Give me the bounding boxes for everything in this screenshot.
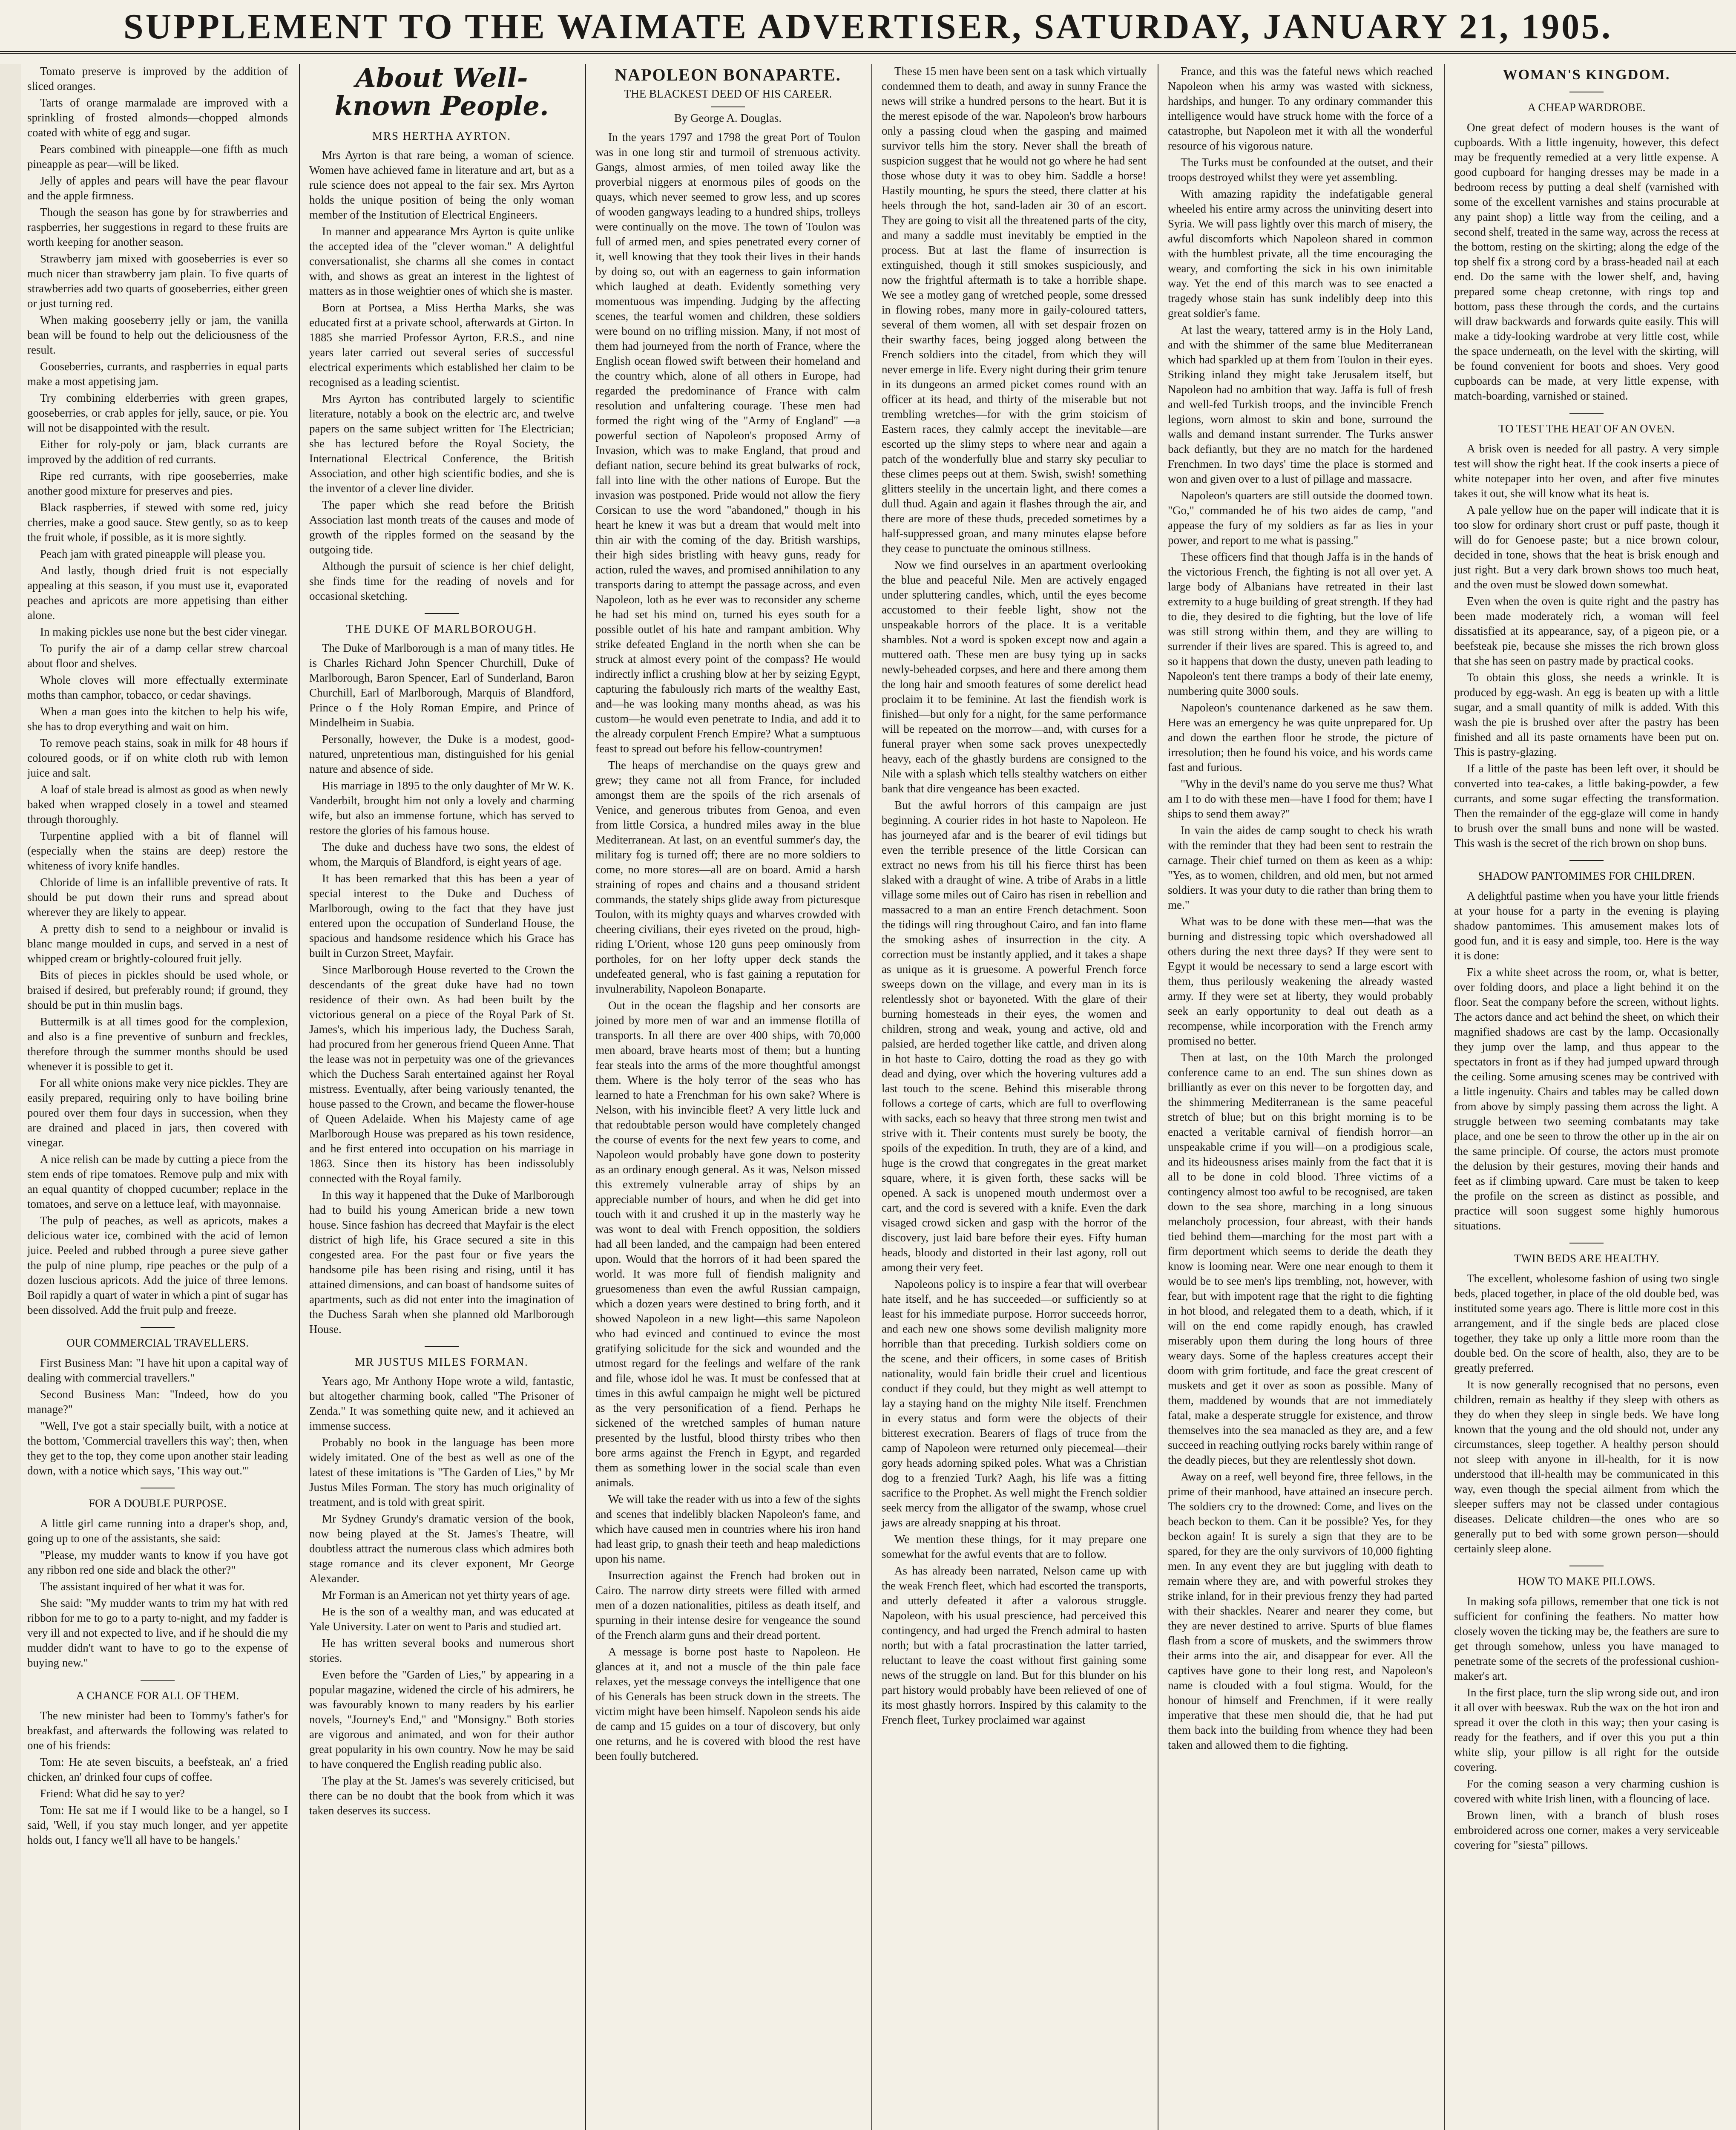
- paragraph: Either for roly-poly or jam, black currants are improved by the addition of red currants.: [27, 438, 288, 466]
- paragraph: His marriage in 1895 to the only daughter of Mr W. K. Vanderbilt, brought him not only a lovely and charming wife, but also an immense fortune, which has served to restore the glories of his famous house.: [309, 779, 574, 837]
- paragraph: Out in the ocean the flagship and her consorts are joined by more men of war and an immense flotilla of transports. In all there are over 400 ships, with 70,000 men aboard, brave hearts most of them; but a hunting fear steals into the arms of the more thoughtful amongst them. Where is the holy terror of the seas who has learned to hate a Frenchman for his own sake? Where is Nelson, with his invincible fleet? A very little luck and that redoubtable person would have completely changed the course of events for the next few years to come, and Napoleon would probably have gone down to posterity as an ordinary enough general. As it was, Nelson missed this extremely vulnerable array of ships by an appreciable number of hours, and when he did get into touch with it and crushed it up in the masterly way he was wont to deal with French opposition, the soldiers had all been landed, and the campaign had been entered upon. Would that the horrors of it had been spared the world. It was more full of fiendish malignity and gruesomeness than even the awful Russian campaign, which a dozen years were destined to bring forth, and it showed Napoleon in a new light—this same Napoleon who had evinced and continued to evince the most gratifying solicitude for the sick and wounded and the utmost regard for the feelings and welfare of the rank and file, whose idol he was. It must be confessed that at times in this awful campaign he might well be pictured as the very personification of a fiend. Perhaps he sickened of the wretched samples of human nature presented by the lustful, blood thirsty tribes who then bore arms against the French in Egypt, and regarded them as something lower in the social scale than even animals.: [595, 999, 860, 1489]
- paragraph: The Duke of Marlborough is a man of many titles. He is Charles Richard John Spencer Churchill, Duke of Marlborough, Baron Spencer, Earl of Sunderland, Baron Churchill, Earl of Marlborough, Marquis of Blandford, Prince o f the Holy Roman Empire, and Prince of Mindelheim in Suabia.: [309, 642, 574, 729]
- paragraph: He is the son of a wealthy man, and was educated at Yale University. Later on went to Paris and studied art.: [309, 1605, 574, 1633]
- napoleon-article-part-1: [595, 130, 860, 1764]
- paragraph: A loaf of stale bread is almost as good as when newly baked when wrapped closely in a towel and steamed through thoroughly.: [27, 783, 288, 826]
- paragraph: Napoleons policy is to inspire a fear that will overbear hate itself, and he has succeeded—or sufficiently so at least for his immediate purpose. Horror succeeds horror, and each new one shows some devilish malignity more horrible than that preceding. Turkish soldiers come on the scene, and their officers, in some cases of British nationality, would fain bridle their cruel and licentious conduct if they could, but they might as well attempt to lay a staying hand on the mighty Nile itself. Frenchmen in every status and form were the objects of their bitterest execration. Bearers of flags of truce from the camp of Napoleon were returned only piecemeal—their gory heads adorning spiked poles. What was a Christian dog to a frenzied Turk? Aagh, his life was a fitting sacrifice to the Prophet. As well might the French soldier seek mercy from the alligator of the swamp, whose cruel jaws are already snapping at his throat.: [882, 1278, 1147, 1529]
- paragraph: What was to be done with these men—that was the burning and distressing topic which overshadowed all others during the next three days? If they were sent to Egypt it would be necessary to send a large escort with them, thus perilously weakening the already wasted army. If they were set at liberty, they would probably seek an early opportunity to deal out death as a recompense, while incorporation with the French army promised no better.: [1168, 915, 1433, 1047]
- divider: [711, 106, 745, 107]
- napoleon-article-part-3: [1168, 64, 1433, 1753]
- paragraph: Friend: What did he say to yer?: [40, 1787, 185, 1800]
- heading-hertha-ayrton: MRS HERTHA AYRTON.: [372, 130, 512, 142]
- paragraph: As has already been narrated, Nelson came up with the weak French fleet, which had escorted the transports, and utterly defeated it after a valorous struggle. Napoleon, with his usual prescience, had perceived this contingency, and had urged the French admiral to hasten north; but with a fatal procrastination the latter tarried, reluctant to leave the coast without first gaining some news of the struggle on land. But for this blunder on his part history would probably have been relieved of one of its most ghastly horrors. Inspired by this calamity to the French fleet, Turkey proclaimed war against: [882, 1564, 1147, 1726]
- paragraph: The new minister had been to Tommy's father's for breakfast, and afterwards the following was related to one of his friends:: [27, 1709, 288, 1752]
- paragraph: In making pickles use none but the best cider vinegar.: [40, 625, 287, 638]
- paragraph: "Why in the devil's name do you serve me thus? What am I to do with these men—have I food for them; have I ships to send them away?": [1168, 777, 1433, 820]
- newspaper-title: SUPPLEMENT TO THE WAIMATE ADVERTISER, SATURDAY, JANUARY 21, 1905.: [123, 7, 1613, 46]
- duke-of-marlborough-article: [309, 641, 574, 1337]
- heading-double-purpose: FOR A DOUBLE PURPOSE.: [88, 1497, 227, 1510]
- paragraph: One great defect of modern houses is the want of cupboards. With a little ingenuity, however, this defect may be frequently remedied at a very little expense. A good cupboard for hanging dresses may be made in a bedroom recess by putting a deal shelf (varnished with some of the excellent varnishes and stains procurable at any paint shop) a little way from the ceiling, and a second shelf, treated in the same way, across the recess at the bottom, resting on the skirting; along the edge of the top shelf fix a strong cord by a brass-headed nail at each end. Do the same with the lower shelf, and, having prepared some cheap cretonne, with rings top and bottom, pass these through the cords, and the curtains will draw backwards and forwards quite easily. This will make a tidy-looking wardrobe at very little cost, while the space underneath, on the level with the skirting, will be found convenient for boots and shoes. Very good cupboards can be made, at very little expense, with match-boarding, varnished or stained.: [1454, 121, 1719, 402]
- double-purpose-story: [27, 1516, 288, 1670]
- paragraph: Ripe red currants, with ripe gooseberries, make another good mixture for preserves and pies.: [27, 469, 288, 497]
- paragraph: Away on a reef, well beyond fire, three fellows, in the prime of their manhood, have attained an insecure perch. The soldiers cry to the drowned: Come, and lives on the beach beckon to them. Can it be possible? Yes, for they beckon again! It is surely a sign that they are to be spared, for they are the only survivors of 10,000 fighting men. In any event they are but juggling with death to remain where they are, and with powerful strokes they strike inland, for in their previous frenzy they had parted with their shackles. Nearer and nearer they come, but they are never destined to arrive. Spurts of blue flames flash from a score of muskets, and the swimmers throw their arms into the air, and disappear for ever. All the captives have gone to their long rest, and Napoleon's name is clouded with a foul stigma. Would, for the honour of himself and Frenchmen, if it were really imperative that these men should die, that he had put them back into the building from whence they had been taken and allowed them to die fighting.: [1168, 1470, 1433, 1751]
- paragraph: We mention these things, for it may prepare one somewhat for the awful events that are to follow.: [882, 1533, 1147, 1560]
- cheap-wardrobe-article: [1454, 120, 1719, 403]
- paragraph: The duke and duchess have two sons, the eldest of whom, the Marquis of Blandford, is eight years of age.: [309, 840, 574, 868]
- paragraph: Then at last, on the 10th March the prolonged conference came to an end. The sun shines down as brilliantly as ever on this never to be forgotten day, and the shimmering Mediterranean is the same peaceful stretch of blue; but on this bright morning is to be enacted a veritable carnival of fiendish horror—an unspeakable crime if you will—on a prodigious scale, and its hideousness arises mainly from the fact that it is all to be done in cold blood. Three victims of a contingency almost too awful to be recognised, are taken down to the sea shore, marching in a long sinuous melancholy procession, four abreast, with their hands tied behind them—marching for the most part with a firm deportment which seems to deride the death they know is looming near. Were one near enough to them it would be to see men's lips trembling, not, however, with fear, but with impotent rage that the right to die fighting in hot blood, and relegated them to a death, which, if it will on the end come rapidly enough, has crawled miserably upon them during the long hours of three weary days. Some of the hapless creatures accept their doom with grim fortitude, and face the great crescent of muskets and get it over as soon as possible. Many of them, maddened by wounds that are not immediately fatal, make a desperate struggle for existence, and throw themselves into the sea manacled as they are, and a few succeed in reaching outlying rocks barely within range of the deadly pieces, but they are relentlessly shot down.: [1168, 1051, 1433, 1466]
- heading-oven-heat: TO TEST THE HEAT OF AN OVEN.: [1498, 422, 1675, 435]
- household-hints: [27, 64, 288, 1318]
- paragraph: Insurrection against the French had broken out in Cairo. The narrow dirty streets were filled with armed men of a dozen nationalities, pitiless as death itself, and spurning in their intense desire for vengeance the sound of the French alarm guns and their dread portent.: [595, 1569, 860, 1641]
- paragraph: Born at Portsea, a Miss Hertha Marks, she was educated first at a private school, afterwards at Girton. In 1885 she married Professor Ayrton, F.R.S., and nine years later carried out several series of successful electrical experiments which established her claim to be recognised as a leading scientist.: [309, 301, 574, 389]
- paragraph: Napoleon's countenance darkened as he saw them. Here was an emergency he was quite unprepared for. Up and down the earthen floor he strode, the picture of irresolution; then he found his voice, and his words came fast and furious.: [1168, 701, 1433, 774]
- paragraph: These 15 men have been sent on a task which virtually condemned them to death, and away in sunny France the news will strike a hundred persons to the heart. But it is the merest episode of the war. Napoleon's brow harbours only a passing cloud when the gasping and maimed survivor tells him the story. Never shall the breath of suspicion suggest that he would not go where he had sent those whose duty it was to obey him. Saddle a horse! Hastily mounting, he spurs the steed, there clatter at his heels through the hot, sand-laden air 30 of an escort. They are going to visit all the threatened parts of the city, and many a saddle must inevitably be emptied in the process. But at last the flame of insurrection is extinguished, though it still smokes suspiciously, and now the frightful aftermath is to take a horrible shape. We see a motley gang of wretched people, some dressed in flowing robes, many more in gaily-coloured tatters, several of them women, all with set despair frozen on their swarthy faces, being jogged along between the French soldiers into the citadel, from which they will never emerge in life. Every night during their grim tenure in its dungeons an armed picket comes round with an officer at its head, and thirty of the miserable but not trembling wretches—for with the grim stoicism of Eastern races, they calmly accept the inevitable—are escorted up the slimy steps to where near and again a patch of the wonderfully blue and starry sky peculiar to these climes peeps out at them. Swish, swish! something glitters steelily in the uncertain light, and there comes a dull thud. Again and again it flashes through the air, and there are more of these thuds, preceded sometimes by a half-suppressed groan, and many minutes elapse before they cease to punctuate the ominous stillness.: [882, 65, 1147, 555]
- heading-womans-kingdom: WOMAN'S KINGDOM.: [1503, 67, 1670, 83]
- paragraph: To obtain this gloss, she needs a wrinkle. It is produced by egg-wash. An egg is beaten up with a little sugar, and a small quantity of milk is added. With this wash the pie is brushed over after the pastry has been finished and all its paste ornaments have been put on. This is pastry-glazing.: [1454, 671, 1719, 758]
- paragraph: The pulp of peaches, as well as apricots, makes a delicious water ice, combined with the acid of lemon juice. Peeled and rubbed through a puree sieve gather the pulp of nine plump, ripe peaches or the pulp of a dozen luscious apricots. Add the juice of three lemons. Boil rapidly a quart of water in which a pint of sugar has been dissolved. Add the fruit pulp and freeze.: [27, 1214, 288, 1316]
- paragraph: To remove peach stains, soak in milk for 48 hours if coloured goods, or if on white cloth rub with lemon juice and salt.: [27, 737, 288, 779]
- paragraph: Even before the "Garden of Lies," by appearing in a popular magazine, widened the circle of his admirers, he was favourably known to many readers by his earlier novels, "Journey's End," and "Monsigny." Both stories are vigorous and animated, and won for their author great popularity in his own country. Now he may be said to have conquered the English reading public also.: [309, 1668, 574, 1770]
- divider: [141, 1327, 175, 1328]
- heading-chance-for-all: A CHANCE FOR ALL OF THEM.: [76, 1689, 239, 1702]
- hertha-ayrton-article: [309, 148, 574, 604]
- paragraph: In the first place, turn the slip wrong side out, and iron it all over with beeswax. Rub the wax on the hot iron and spread it over the cloth in this way; then your casing is ready for the feathers, and if over this you put a thin white slip, your pillow is all right for the outside covering.: [1454, 1686, 1719, 1773]
- justus-miles-forman-article: [309, 1374, 574, 1818]
- paragraph: The excellent, wholesome fashion of using two single beds, placed together, in place of the old double bed, was instituted some years ago. There is little more cost in this arrangement, and if the single beds are placed close together, they take up only a little more room than the double bed. On the score of health, also, they are to be greatly preferred.: [1454, 1272, 1719, 1374]
- paragraph: Tarts of orange marmalade are improved with a sprinkling of frosted almonds—chopped almonds coated with white of egg and sugar.: [27, 96, 288, 139]
- paragraph: Jelly of apples and pears will have the pear flavour and the apple firmness.: [27, 174, 288, 202]
- paragraph: The Turks must be confounded at the outset, and their troops destroyed whilst they were yet assembling.: [1168, 156, 1433, 184]
- heading-twin-beds: TWIN BEDS ARE HEALTHY.: [1514, 1252, 1659, 1265]
- paragraph: Tom: He ate seven biscuits, a beefsteak, an' a fried chicken, an' drinked four cups of coffee.: [27, 1756, 288, 1783]
- paragraph: When a man goes into the kitchen to help his wife, she has to drop everything and wait on him.: [27, 705, 288, 733]
- paragraph: Gooseberries, currants, and raspberries in equal parts make a most appetising jam.: [27, 360, 288, 388]
- paragraph: Turpentine applied with a bit of flannel will (especially when the stains are deep) restore the whiteness of ivory knife handles.: [27, 829, 288, 872]
- paragraph: For the coming season a very charming cushion is covered with white Irish linen, with a flouncing of lace.: [1454, 1777, 1719, 1805]
- paragraph: She said: "My mudder wants to trim my hat with red ribbon for me to go to a party to-night, and my fadder is very ill and not expected to live, and if he should die my mudder didn't want to have to go to the expense of buying new.": [27, 1597, 288, 1669]
- paragraph: Personally, however, the Duke is a modest, good-natured, unpretentious man, distinguished for his genial nature and absence of side.: [309, 733, 574, 775]
- paragraph: The play at the St. James's was severely criticised, but there can be no doubt that the book from which it was taken deserves its success.: [309, 1774, 574, 1817]
- column-napoleon-3: [1162, 64, 1439, 2130]
- heading-justus-miles-forman: MR JUSTUS MILES FORMAN.: [355, 1356, 529, 1368]
- paragraph: Mrs Ayrton has contributed largely to scientific literature, notably a book on the electric arc, and twelve papers on the same subject written for The Electrician; she has lectured before the Royal Society, the International Electrical Conference, the British Association, and other high scientific bodies, and she is the inventor of a clever line divider.: [309, 392, 574, 495]
- paragraph: A brisk oven is needed for all pastry. A very simple test will show the right heat. If the cook inserts a piece of white notepaper into her oven, and after five minutes takes it out, she will know what its heat is.: [1454, 442, 1719, 500]
- paragraph: Although the pursuit of science is her chief delight, she finds time for the reading of novels and for occasional sketching.: [309, 560, 574, 602]
- paragraph: But the awful horrors of this campaign are just beginning. A courier rides in hot haste to Napoleon. He has journeyed afar and is the bearer of evil tidings but even the terrible presence of the little Corsican can extract no news from his till his fierce thirst has been slaked with a draught of wine. A tribe of Arabs in a little village some miles out of Cairo has risen in rebellion and massacred to a man an entire French detachment. Soon the tidings will ring throughout Cairo, and fan into flame the smoking ashes of insurrection in the city. A correction must be instantly applied, and it takes a shape as unique as it is gruesome. A powerful French force sweeps down on the village, and every man in its is relentlessly shot or bayoneted. With the glare of their burning homesteads in their eyes, the women and children, strong and weak, young and active, old and palsied, are herded together like cattle, and driven along in hot haste to Cairo, dotting the road as they go with dead and dying, over which the hovering vultures add a last touch to the scene. Behind this miserable throng follows a cortege of carts, which are full to overflowing with sacks, each so heavy that three strong men twist and strive with it. Their contents must surely be booty, the spoils of the expedition. In truth, they are of a kind, and huge is the crowd that congregates in the great market square, where, it is given forth, these sacks will be opened. A sack is unopened mouth undermost over a cart, and the cord is severed with a knife. Even the dark visaged crowd sicken and gasp with the horror of the discovery, just laid bare before their eyes. Fifty human heads, bloody and distorted in their last agony, roll out among their very feet.: [882, 799, 1147, 1274]
- paragraph: With amazing rapidity the indefatigable general wheeled his entire army across the uninviting desert into Syria. We will pass lightly over this march of misery, the awful discomforts which Napoleon shared in common with the humblest private, all the time encouraging the weary, and comforting the sick in his own inimitable way. Yet the end of this march was to see enacted a tragedy whose stain has sunk indelibly deep into this great soldier's fame.: [1168, 187, 1433, 320]
- paragraph: Mrs Ayrton is that rare being, a woman of science. Women have achieved fame in literature and art, but as a rule science does not appeal to the fair sex. Mrs Ayrton holds the unique position of being the only woman member of the Institution of Electrical Engineers.: [309, 149, 574, 221]
- napoleon-article-part-2: [882, 64, 1147, 1727]
- paragraph: It is now generally recognised that no persons, even children, remain as healthy if they sleep with others as they do when they sleep in single beds. We have long known that the young and the old should not, under any circumstances, sleep together. A healthy person should not sleep with anyone in ill-health, for it is now understood that ill-health may be communicated in this way, even though the special ailment from which the sleeper suffers may not be classed under contagious diseases. Delicate children—the ones who are so generally put to bed with some grown person—should certainly sleep alone.: [1454, 1378, 1719, 1555]
- column-well-known-people: [303, 64, 580, 2130]
- paragraph: A message is borne post haste to Napoleon. He glances at it, and not a muscle of the thin pale face relaxes, yet the message conveys the intelligence that one of his Generals has been struck down in the streets. The victim might have been himself. Napoleon sends his aide de camp and 15 guides on a tour of discovery, but only one returns, and he is covered with blood the rest have been foully butchered.: [595, 1645, 860, 1762]
- paragraph: Mr Forman is an American not yet thirty years of age.: [322, 1589, 570, 1601]
- heading-napoleon-bonaparte: NAPOLEON BONAPARTE.: [615, 65, 841, 84]
- paragraph: Second Business Man: "Indeed, how do you manage?": [27, 1388, 288, 1416]
- oven-heat-article: [1454, 441, 1719, 851]
- paragraph: Chloride of lime is an infallible preventive of rats. It should be put down their runs and spread about wherever they are likely to appear.: [27, 876, 288, 918]
- paragraph: The assistant inquired of her what it was for.: [40, 1580, 245, 1593]
- paragraph: Probably no book in the language has been more widely imitated. One of the best as well as one of the latest of these imitations is "The Garden of Lies," by Mr Justus Miles Forman. The story has much originality of treatment, and is told with great spirit.: [309, 1436, 574, 1508]
- paragraph: Pears combined with pineapple—one fifth as much pineapple as pear—will be liked.: [27, 143, 288, 170]
- paragraph: Try combining elderberries with green grapes, gooseberries, or crab apples for jelly, sauce, or pie. You will not be disappointed with the result.: [27, 391, 288, 434]
- paragraph: Peach jam with grated pineapple will please you.: [40, 547, 266, 560]
- commercial-travellers-story: [27, 1356, 288, 1478]
- heading-commercial-travellers: OUR COMMERCIAL TRAVELLERS.: [66, 1336, 249, 1349]
- paragraph: Mr Sydney Grundy's dramatic version of the book, now being played at the St. James's Theatre, will doubtless attract the numerous class which admires both stage romance and its clever exponent, Mr George Alexander.: [309, 1512, 574, 1585]
- column-napoleon-1: [589, 64, 866, 2130]
- make-pillows-article: [1454, 1594, 1719, 1853]
- paragraph: If a little of the paste has been left over, it should be converted into tea-cakes, a little baking-powder, a few currants, and some sugar effecting the transformation. Then the remainder of the egg-glaze will come in handy to brush over the small buns and none will be wasted. This wash is the secret of the rich brown on shop buns.: [1454, 762, 1719, 849]
- paragraph: Since Marlborough House reverted to the Crown the descendants of the great duke have had no town residence of their own. As had been built by the victorious general on a piece of the Royal Park of St. James's, which his imperious lady, the Duchess Sarah, had procured from her generous friend Queen Anne. That the lease was not in perpetuity was one of the grievances which the Duchess Sarah entertained against her Royal mistress. Eventually, after being variously tenanted, the house passed to the Crown, and became the flower-house of Queen Adelaide. When his Majesty came of age Marlborough House was prepared as his town residence, and he first entered into occupation on his marriage in 1863. Since then its history has been indissolubly connected with the Royal family.: [309, 963, 574, 1185]
- cropped-left-margin: [0, 64, 21, 2130]
- divider: [1569, 860, 1604, 861]
- heading-cheap-wardrobe: A CHEAP WARDROBE.: [1527, 101, 1646, 114]
- paragraph: Black raspberries, if stewed with some red, juicy cherries, make a good sauce. Stew gently, so as to keep the fruit whole, if possible, as it is more sightly.: [27, 501, 288, 544]
- twin-beds-article: [1454, 1271, 1719, 1556]
- paragraph: "Well, I've got a stair specially built, with a notice at the bottom, 'Commercial travellers this way'; then, when they get to the top, they come upon another stair leading down, with a notice which says, 'This way out.'": [27, 1419, 288, 1477]
- paragraph: Tom: He sat me if I would like to be a hangel, so I said, 'Well, if you stay much longer, and yer appetite holds out, I fancy we'll all have to be hangels.': [27, 1804, 288, 1846]
- section-heading-well-known-people: About Well-known People.: [334, 64, 549, 121]
- paragraph: It has been remarked that this has been a year of special interest to the Duke and Duchess of Marlborough, owing to the fact that they have just entered upon the occupation of Sunderland House, the spacious and handsome residence which his Grace has built in Curzon Street, Mayfair.: [309, 872, 574, 959]
- paragraph: "Please, my mudder wants to know if you have got any ribbon red one side and black the other?": [27, 1549, 288, 1576]
- paragraph: First Business Man: "I have hit upon a capital way of dealing with commercial travellers.": [27, 1356, 288, 1384]
- divider: [425, 1346, 459, 1347]
- paragraph: In manner and appearance Mrs Ayrton is quite unlike the accepted idea of the "clever woman." A delightful conversationalist, she charms all she comes in contact with, and shows as great an interest in the lightest of matters as in those weightier ones of which she is master.: [309, 225, 574, 297]
- paragraph: A little girl came running into a draper's shop, and, going up to one of the assistants, she said:: [27, 1517, 288, 1545]
- paragraph: Years ago, Mr Anthony Hope wrote a wild, fantastic, but altogether charming book, called "The Prisoner of Zenda." It was something quite new, and it achieved an immense success.: [309, 1375, 574, 1432]
- divider: [1569, 413, 1604, 414]
- paragraph: Bits of pieces in pickles should be used whole, or braised if desired, but preferably round; if ground, they should be put in thin muslin bags.: [27, 969, 288, 1011]
- paragraph: These officers find that though Jaffa is in the hands of the victorious French, the fighting is not all over yet. A large body of Albanians have retreated in their last extremity to a huge building of great strength. If they had to die, they desired to die fighting, but the love of life was still strong within them, and they are willing to surrender if their lives are spared. This is agreed to, and so it happens that down the dusty, uneven path leading to Napoleon's tent there tramps a body of their late enemy, numbering quite 3000 souls.: [1168, 550, 1433, 697]
- paragraph: Though the season has gone by for strawberries and raspberries, her suggestions in regard to these fruits are worth keeping for another season.: [27, 206, 288, 248]
- paragraph: He has written several books and numerous short stories.: [309, 1637, 574, 1664]
- paragraph: For all white onions make very nice pickles. They are easily prepared, requiring only to have boiling brine poured over them four days in succession, when they are drained and placed in jars, then covered with vinegar.: [27, 1077, 288, 1149]
- paragraph: In making sofa pillows, remember that one tick is not sufficient for confining the feathers. No matter how closely woven the ticking may be, the feathers are sure to get through somehow, unless you have managed to penetrate some of the secrets of the professional cushion-maker's art.: [1454, 1595, 1719, 1682]
- paragraph: Even when the oven is quite right and the pastry has been made moderately rich, a woman will feel dissatisfied at its appearance, say, of a pigeon pie, or a beefsteak pie, because she misses the rich brown gloss that she has seen on pastry made by practical cooks.: [1454, 595, 1719, 667]
- column-rule: [299, 64, 300, 2130]
- paragraph: And lastly, though dried fruit is not especially appealing at this season, if you must use it, evaporated peaches and apricots are more appetising than either alone.: [27, 564, 288, 622]
- masthead: [0, 0, 1736, 54]
- paragraph: At last the weary, tattered army is in the Holy Land, and with the shimmer of the same blue Mediterranean which had sparkled up at them from Toulon in their eyes. Striking inland they might take Jerusalem itself, but Napoleon had no ambition that way. Jaffa is full of fresh and well-fed Turkish troops, and the invincible French legions, worn almost to skin and bone, surround the walls and demand instant surrender. The Turks answer back defiantly, but they are no match for the hardened Frenchmen. In two days' time the place is stormed and won and given over to a lust of pillage and massacre.: [1168, 323, 1433, 485]
- paragraph: Brown linen, with a branch of blush roses embroidered across one corner, makes a very serviceable covering for "siesta" pillows.: [1454, 1809, 1719, 1851]
- paragraph: The paper which she read before the British Association last month treats of the causes and mode of growth of the ripples formed on the seasand by the outgoing tide.: [309, 498, 574, 556]
- heading-duke-of-marlborough: THE DUKE OF MARLBOROUGH.: [346, 622, 537, 635]
- subheading-blackest-deed: THE BLACKEST DEED OF HIS CAREER.: [624, 87, 832, 100]
- column-rule: [1444, 64, 1445, 2130]
- shadow-pantomimes-article: [1454, 889, 1719, 1233]
- paragraph: Whole cloves will more effectually exterminate moths than camphor, tobacco, or cedar shavings.: [27, 674, 288, 701]
- heading-make-pillows: HOW TO MAKE PILLOWS.: [1518, 1575, 1656, 1588]
- column-household-hints: [21, 64, 294, 2130]
- column-rule: [585, 64, 586, 2130]
- paragraph: The heaps of merchandise on the quays grew and grew; they came not all from France, for included amongst them are the spoils of the rich arsenals of Venice, and generous tributes from Genoa, and even from little Corsica, a hundred miles away in the blue Mediterranean. At last, on an eventful summer's day, the military fog is turned off; there are no more soldiers to come, no more stores—all are on board. Amid a harsh straining of ropes and chains and a thousand strident commands, the stately ships glide away from picturesque Toulon, with its mighty quays and wharves crowded with cheering civilians, their eyes riveted on the proud, high-riding L'Orient, whose 120 guns peep ominously from portholes, for on her lofty upper deck stands the undefeated general, who is fast gaining a reputation for invulnerability, Napoleon Bonaparte.: [595, 759, 860, 995]
- paragraph: We will take the reader with us into a few of the sights and scenes that indelibly blacken Napoleon's fame, and which have caused men in countries where his iron hand had least grip, to gnash their teeth and heap maledictions upon his name.: [595, 1493, 860, 1565]
- paragraph: France, and this was the fateful news which reached Napoleon when his army was wasted with sickness, hardships, and hunger. To any ordinary commander this intelligence would have struck home with the force of a catastrophe, but Napoleon met it with all the wonderful resource of his vigorous nature.: [1168, 65, 1433, 152]
- paragraph: A pale yellow hue on the paper will indicate that it is too slow for ordinary short crust or puff paste, though it will do for Genoese paste; but a nice brown colour, decided in tone, shows that the heat is brisk enough and just right. But a very dark brown shows too much heat, and the oven must be slowed down somewhat.: [1454, 504, 1719, 591]
- paragraph: A pretty dish to send to a neighbour or invalid is blanc mange moulded in cups, and served in a nest of whipped cream or brightly-coloured fruit jelly.: [27, 922, 288, 965]
- paragraph: In this way it happened that the Duke of Marlborough had to build his young American bride a new town house. Since fashion has decreed that Mayfair is the elect district of high life, his Grace secured a site in this congested area. For the past four or five years the handsome pile has been rising and rising, until it has attained dimensions, and can boast of handsome suites of apartments, such as did not enter into the imagination of the Duchess Sarah when she planned old Marlborough House.: [309, 1189, 574, 1336]
- paragraph: Strawberry jam mixed with gooseberries is ever so much nicer than strawberry jam plain. To five quarts of strawberries add two quarts of gooseberries, either green or just turning red.: [27, 252, 288, 310]
- paragraph: Buttermilk is at all times good for the complexion, and also is a fine preventive of sunburn and freckles, therefore through the summer months should be used whenever it is possible to get it.: [27, 1015, 288, 1073]
- column-womans-kingdom: [1448, 64, 1725, 2130]
- paragraph: Fix a white sheet across the room, or, what is better, over folding doors, and place a light behind it on the floor. Seat the company before the screen, without lights. The actors dance and act behind the sheet, on which their magnified shadows are cast by the lamp. Occasionally they jump over the lamp, and thus appear to the spectators in front as if they had jumped upward through the ceiling. Some amusing scenes may be contrived with a little ingenuity. Chairs and tables may be called down from above by simply passing them across the light. A struggle between two seeming combatants may take place, and one be seen to throw the other up in the air on the same principle. Of course, the actors must promote the delusion by their gestures, moving their hands and feet as if climbing upward. Care must be taken to keep the profile on the screen as distinct as possible, and practice will soon suggest some highly humorous situations.: [1454, 966, 1719, 1232]
- column-napoleon-2: [876, 64, 1153, 2130]
- divider: [425, 613, 459, 614]
- chance-for-all-story: [27, 1708, 288, 1848]
- heading-shadow-pantomimes: SHADOW PANTOMIMES FOR CHILDREN.: [1478, 869, 1695, 882]
- divider: [141, 1680, 175, 1681]
- paragraph: In vain the aides de camp sought to check his wrath with the reminder that they had been sent to restrain the carnage. Their chief turned on them as keen as a whip: "Yes, as to women, children, and old men, but not armed soldiers. It was your duty to die rather than bring them to me.": [1168, 824, 1433, 911]
- paragraph: Tomato preserve is improved by the addition of sliced oranges.: [27, 65, 288, 92]
- paragraph: In the years 1797 and 1798 the great Port of Toulon was in one long stir and turmoil of strenuous activity. Gangs, almost armies, of men toiled away like the proverbial niggers at enormous piles of goods on the quays, which never seemed to grow less, and up scores of wooden gangways leading to a hundred ships, trolleys were continually on the move. The town of Toulon was full of armed men, and spies penetrated every corner of it, well knowing that they took their lives in their hands by doing so, out with an eagerness to gain information which laughed at death. Evidently something very momentuous was impending. Judging by the affecting scenes, the tearful women and children, these soldiers were bound on no trifling mission. Many, if not most of them had journeyed from the north of France, where the English ocean flowed swift between their homeland and the country which, alone of all others in Europe, had regarded the predominance of France with calm resolution and unfaltering courage. These men had formed the right wing of the "Army of England" —a powerful section of Napoleon's proposed Army of Invasion, which was to make England, that proud and defiant nation, secure behind its great bulwarks of rock, fall into line with the other nations of Europe. But the invasion was postponed. Pride would not allow the fiery Corsican to use the word "abandoned," though in his heart he knew it was but a dream that would melt into thin air with the coming of the day. British warships, their high sides bristling with heavy guns, ready for action, ruled the waves, and promised annihilation to any transports daring to attempt the passage across, and even Napoleon, loth as he ever was to reconsider any scheme he had set his mind on, turned his eyes south for a possible outlet of his hate and rampant ambition. Why strike defeated England in the north when she can be struck at almost every point of the compass? He would indirectly inflict a crushing blow at her by seizing Egypt, capturing the fabulously rich marts of the wealthy East, and—he was looking many months ahead, as was his custom—he would even penetrate to India, and add it to the already corpulent French Empire? What a sumptuous feast to spread out before his fellow-countrymen!: [595, 131, 860, 755]
- paragraph: When making gooseberry jelly or jam, the vanilla bean will be found to help out the deliciousness of the result.: [27, 314, 288, 356]
- paragraph: Now we find ourselves in an apartment overlooking the blue and peaceful Nile. Men are actively engaged under spluttering candles, which, until the eyes become accustomed to their feeble light, show not the unspeakable horrors of the place. It is a veritable shambles. Not a word is spoken except now and again a muttered oath. These men are busy tying up in sacks newly-beheaded corpses, and here and there among them the long hair and smooth features of some derelict head proclaim it to be feminine. At last the fiendish work is finished—but only for a night, for the same performance will be repeated on the morrow—and, with curses for a funeral prayer when some sack proves unexpectedly heavy, each of the ghastly burdens are consigned to the Nile with a splash which tells stealthy watchers on either bank that dire vengeance has been exacted.: [882, 558, 1147, 795]
- paragraph: A nice relish can be made by cutting a piece from the stem ends of ripe tomatoes. Remove pulp and mix with an equal quantity of chopped cucumber; replace in the tomatoes, and serve on a lettuce leaf, with mayonnaise.: [27, 1153, 288, 1210]
- paragraph: To purify the air of a damp cellar strew charcoal about floor and shelves.: [27, 642, 288, 670]
- paragraph: A delightful pastime when you have your little friends at your house for a party in the evening is playing shadow pantomimes. This amusement makes lots of good fun, and it is easy and simple, too. Here is the way it is done:: [1454, 889, 1719, 962]
- byline: By George A. Douglas.: [674, 112, 782, 124]
- paragraph: Napoleon's quarters are still outside the doomed town. "Go," commanded he of his two aides de camp, "and appease the fury of my soldiers as far as lies in your power, and report to me what is passing.": [1168, 489, 1433, 547]
- column-rule: [871, 64, 872, 2130]
